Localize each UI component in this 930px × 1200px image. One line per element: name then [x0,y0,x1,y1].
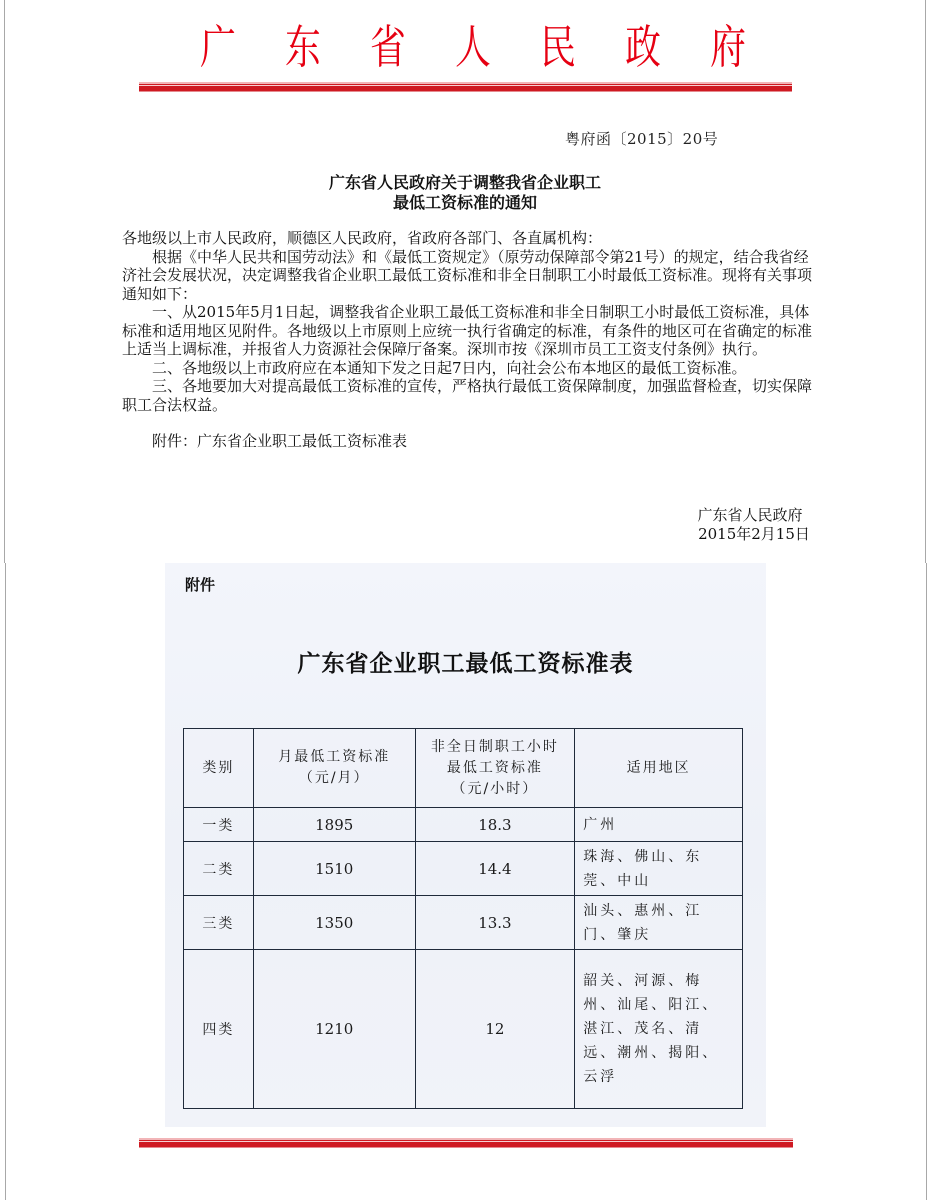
page-border-left [5,563,6,1200]
header-hourly-line: 最低工资标准 [446,759,543,776]
cell-hourly: 18.3 [415,808,575,842]
signature-block [690,506,810,544]
masthead-title [200,14,746,74]
document-title-line: 最低工资标准的通知 [392,193,537,212]
table-header-row [184,729,743,808]
footer-red-rule [139,1140,793,1147]
masthead-char: 民 [540,20,576,74]
document-title-line: 广东省人民政府关于调整我省企业职工 [328,173,601,192]
masthead-char: 人 [455,20,491,74]
minimum-wage-table [183,728,743,1109]
attachment-scan [165,563,766,1127]
header-category: 类别 [184,729,254,808]
masthead-char: 省 [370,20,406,74]
page-border-right [925,0,926,563]
cell-category: 四类 [184,950,254,1109]
header-monthly-unit: （元/月） [298,770,370,786]
cell-hourly: 14.4 [415,842,575,896]
cell-category: 三类 [184,896,254,950]
masthead-red-rule [139,84,792,91]
table-row [184,842,743,896]
masthead-char: 广 [200,20,236,74]
header-monthly [253,729,415,808]
header-hourly-unit: （元/小时） [451,780,539,797]
masthead-char: 政 [625,20,661,74]
cell-regions: 韶关、河源、梅州、汕尾、阳江、湛江、茂名、清远、潮州、揭阳、云浮 [575,950,743,1109]
document-number: 粤府函〔2015〕20号 [565,130,719,148]
header-regions: 适用地区 [575,729,743,808]
document-title [0,173,930,213]
body-paragraph: 一、从2015年5月1日起，调整我省企业职工最低工资标准和非全日制职工小时最低工资标准，具体标准和适用地区见附件。各地级以上市原则上应统一执行省确定的标准，有条件的地区可在省确定的标准上适当上调标准，并报省人力资源社会保障厅备案。深圳市按《深圳市员工工资支付条例》执行。 [122,303,813,358]
attachment-reference: 附件：广东省企业职工最低工资标准表 [152,432,408,450]
document-body [122,229,812,451]
signature-org: 广东省人民政府 [697,506,803,524]
table-row [184,808,743,842]
header-hourly-line: 非全日制职工小时 [430,738,559,755]
header-monthly-line: 月最低工资标准 [278,749,391,765]
masthead-char: 东 [285,20,321,74]
body-paragraph: 根据《中华人民共和国劳动法》和《最低工资规定》（原劳动保障部令第21号）的规定，结合我省经济社会发展状况，决定调整我省企业职工最低工资标准和非全日制职工小时最低工资标准。现将有关事项通知如下： [122,247,813,303]
cell-monthly: 1895 [253,808,415,842]
header-hourly [415,729,575,808]
attachment-table-title: 广东省企业职工最低工资标准表 [297,650,634,677]
cell-category: 二类 [184,842,254,896]
page-border-left [4,0,5,563]
body-paragraph: 二、各地级以上市政府应在本通知下发之日起7日内，向社会公布本地区的最低工资标准。 [152,358,747,377]
addressee: 各地级以上市人民政府，顺德区人民政府，省政府各部门、各直属机构： [122,229,603,247]
attachment-label: 附件 [185,576,216,594]
cell-regions: 汕头、惠州、江门、肇庆 [575,896,743,950]
cell-hourly: 12 [415,950,575,1109]
page-border-right [926,563,927,1200]
masthead-char: 府 [710,20,746,74]
cell-category: 一类 [184,808,254,842]
body-paragraph: 三、各地要加大对提高最低工资标准的宣传，严格执行最低工资保障制度，加强监督检查，切实保障职工合法权益。 [122,377,813,414]
cell-regions: 广州 [575,808,743,842]
table-row [184,896,743,950]
table-row [184,950,743,1109]
cell-monthly: 1210 [253,950,415,1109]
signature-date: 2015年2月15日 [698,525,810,543]
cell-hourly: 13.3 [415,896,575,950]
cell-monthly: 1350 [253,896,415,950]
cell-monthly: 1510 [253,842,415,896]
cell-regions: 珠海、佛山、东莞、中山 [575,842,743,896]
